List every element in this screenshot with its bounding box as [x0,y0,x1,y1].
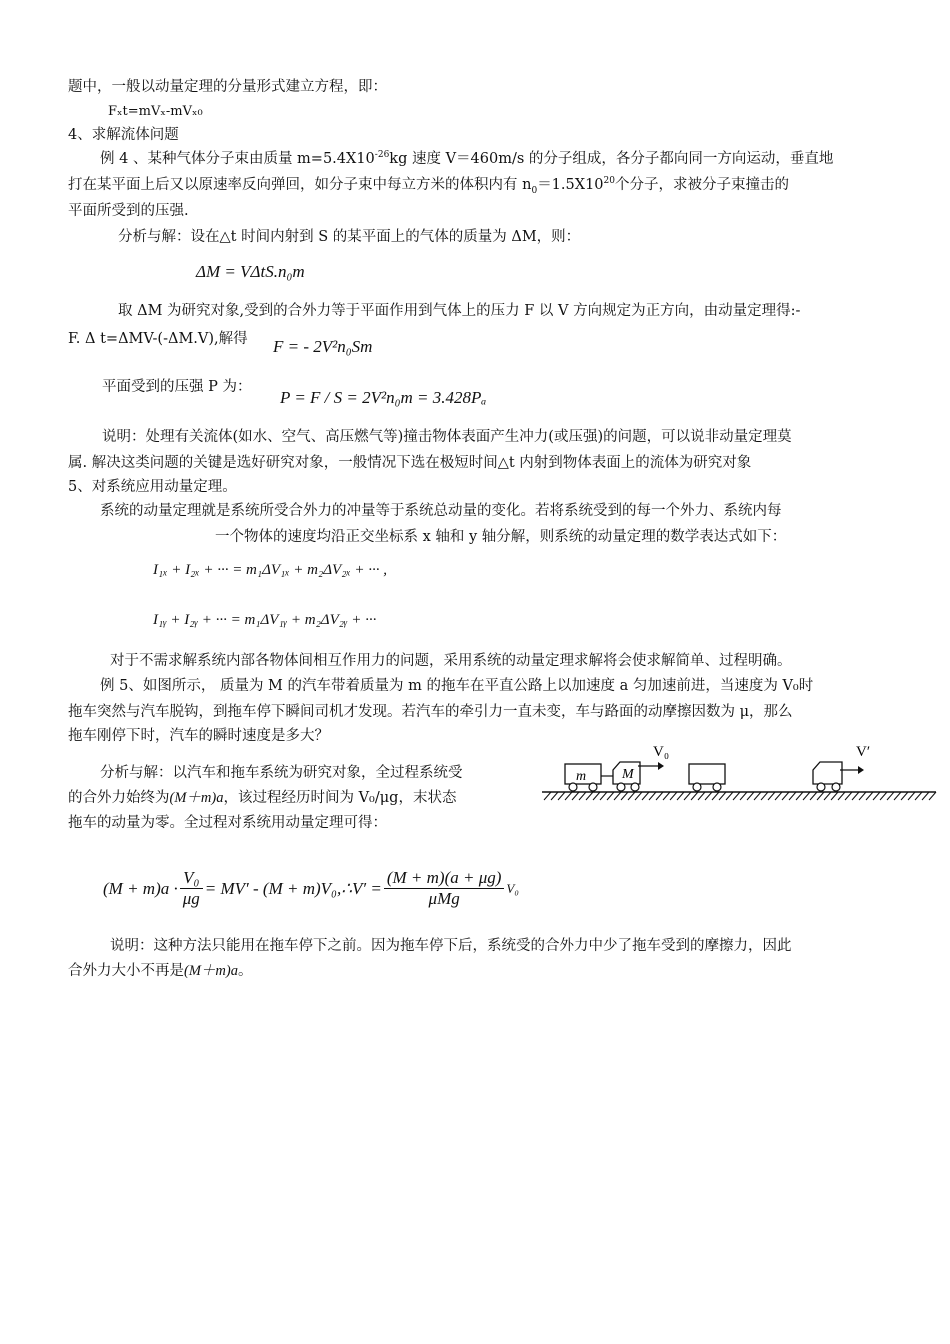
text-span: ，该过程经历时间为 V₀/μg，末状态 [223,790,457,806]
math-inline: (M＋m)a [169,790,224,806]
car-diagram [540,742,940,802]
ground-hatch-mark [908,792,915,800]
analysis-line: 分析与解：设在△t 时间内射到 S 的某平面上的气体的质量为 ΔM，则： [118,229,581,245]
numerator: V₀ [180,868,203,889]
text-line: 对于不需求解系统内部各物体间相互作用力的问题，采用系统的动量定理求解将会使求解简单、过程明确。 [110,653,792,669]
analysis-line: 取 ΔM 为研究对象,受到的合外力等于平面作用到气体上的压力 F 以 V 方向规定为正方向，由动量定理得:- [118,303,801,319]
ground-hatch-mark [663,792,670,800]
ground-hatch-mark [712,792,719,800]
ground-hatch-mark [579,792,586,800]
ground-hatch-mark [628,792,635,800]
note-line: 属. 解决这类问题的关键是选好研究对象，一般情况下选在极短时间△t 内射到物体表面上的流体为研究对象 [68,455,752,471]
ground-hatch-mark [740,792,747,800]
ground-hatch-mark [817,792,824,800]
example-line: 拖车刚停下时，汽车的瞬时速度是多大？ [68,728,329,744]
eq-part: = MV′ - (M + m)V₀,∴V′ = [204,878,382,898]
ground-hatch-mark [558,792,565,800]
svg-text:m: m [576,769,587,784]
analysis-line: 平面受到的压强 P 为： [102,379,252,395]
section-heading: 4、求解流体问题 [68,127,179,143]
text-span: 合外力大小不再是 [68,963,184,979]
ground [542,792,936,800]
numerator: (M + m)(a + μg) [384,868,505,889]
note-line: 说明：这种方法只能用在拖车停下之前。因为拖车停下后，系统受的合外力中少了拖车受到的摩擦力，因此 [110,938,792,954]
ground-hatch-mark [761,792,768,800]
ground-hatch-mark [859,792,866,800]
ground-hatch-mark [691,792,698,800]
ground-hatch-mark [719,792,726,800]
ground-hatch-mark [782,792,789,800]
ground-hatch-mark [642,792,649,800]
ground-hatch-mark [747,792,754,800]
equation-line: Fₓt=mVₓ-mVₓ₀ [108,104,203,119]
analysis-line: F. Δ t=ΔMV-(-ΔM.V),解得 [68,331,248,347]
note-line: 说明：处理有关流体(如水、空气、高压燃气等)撞击物体表面产生冲力(或压强)的问题，可以说非动量定理莫 [102,429,792,445]
ground-hatch-mark [677,792,684,800]
ground-hatch-mark [733,792,740,800]
ground-hatch-mark [901,792,908,800]
ground-hatch-mark [831,792,838,800]
ground-hatch-mark [551,792,558,800]
example-line: 例 5、如图所示， 质量为 M 的汽车带着质量为 m 的拖车在平直公路上以加速度 a 匀加速前进，当速度为 V₀时 [100,678,814,694]
fraction [180,868,203,909]
ground-hatch-mark [572,792,579,800]
equation-delta-m: ΔM = VΔtS.n₀m [196,262,305,281]
ground-hatch-mark [929,792,936,800]
math-inline: (M＋m)a [184,963,238,979]
example-line: 平面所受到的压强. [68,203,189,219]
exponent: 20 [603,176,615,187]
ground-hatch-mark [873,792,880,800]
svg-text:M: M [622,767,634,782]
ground-hatch-mark [922,792,929,800]
equation-system-result [103,868,519,909]
ground-hatch-mark [866,792,873,800]
text-span: 打在某平面上后又以原速率反向弹回，如分子束中每立方米的体积内有 n [68,177,532,193]
section-heading: 5、对系统应用动量定理。 [68,479,237,495]
analysis-line: 拖车的动量为零。全过程对系统用动量定理可得： [68,815,387,831]
eq-part: V₀ [506,880,519,896]
text-line: 一个物体的速度均沿正交坐标系 x 轴和 y 轴分解，则系统的动量定理的数学表达式如下： [215,529,787,545]
text-span: 例 4 、某种气体分子束由质量 m=5.4X10 [100,151,375,167]
denominator: μMg [428,889,460,908]
analysis-line: 分析与解：以汽车和拖车系统为研究对象，全过程系统受 [100,765,463,781]
eq-part: (M + m)a · [103,878,178,898]
analysis-line [68,789,456,807]
ground-hatch-mark [789,792,796,800]
ground-hatch-mark [600,792,607,800]
label-vprime: V′ [856,744,871,760]
example-line [100,150,833,168]
exponent: -26 [374,150,390,161]
note-line [68,962,252,980]
ground-hatch-mark [649,792,656,800]
trailer-stopped [689,764,725,791]
ground-hatch-mark [880,792,887,800]
denominator: μg [182,889,200,908]
ground-hatch-mark [670,792,677,800]
ground-hatch-mark [915,792,922,800]
ground-hatch-mark [726,792,733,800]
text-span: kg 速度 V＝460m/s 的分子组成，各分子都向同一方向运动，垂直地 [389,151,834,167]
equation-system-x: I₁ₓ + I₂ₓ + ··· = m₁ΔV₁ₓ + m₂ΔV₂ₓ + ··· , [153,562,388,578]
text-line: 题中，一般以动量定理的分量形式建立方程，即： [68,79,387,95]
equation-system-y: I₁ᵧ + I₂ᵧ + ··· = m₁ΔV₁ᵧ + m₂ΔV₂ᵧ + ··· [153,612,377,628]
ground-hatch-mark [845,792,852,800]
text-span: 个分子，求被分子束撞击的 [614,177,789,193]
ground-hatch-mark [656,792,663,800]
equation-pressure: P = F / S = 2V²n₀m = 3.428Pₐ [280,388,487,407]
ground-hatch-mark [810,792,817,800]
subscript: 0 [531,185,538,196]
ground-hatch-mark [775,792,782,800]
car-M [613,762,664,791]
example-line [68,176,789,194]
text-span: 。 [237,963,253,979]
label-v0: V₀ [653,744,670,760]
ground-hatch-mark [586,792,593,800]
text-span: ＝1.5X10 [537,177,604,193]
text-line: 系统的动量定理就是系统所受合外力的冲量等于系统总动量的变化。若将系统受到的每一个外力、系统内每 [100,503,782,519]
ground-hatch-mark [838,792,845,800]
ground-hatch-mark [803,792,810,800]
fraction [384,868,505,909]
ground-hatch-mark [635,792,642,800]
ground-hatch-mark [852,792,859,800]
ground-hatch-mark [754,792,761,800]
car-final [813,762,864,791]
text-span: 的合外力始终为 [68,790,170,806]
ground-hatch-mark [593,792,600,800]
ground-hatch-mark [607,792,614,800]
ground-hatch-mark [894,792,901,800]
ground-hatch-mark [684,792,691,800]
ground-hatch-mark [614,792,621,800]
example-line: 拖车突然与汽车脱钩，到拖车停下瞬间司机才发现。若汽车的牵引力一直未变，车与路面的动摩擦因数为 μ，那么 [68,704,793,720]
ground-hatch-mark [796,792,803,800]
ground-hatch-mark [887,792,894,800]
ground-hatch-mark [544,792,551,800]
ground-hatch-mark [698,792,705,800]
ground-hatch-mark [565,792,572,800]
ground-hatch-mark [621,792,628,800]
equation-force: F = - 2V²n₀Sm [273,337,373,356]
ground-hatch-mark [824,792,831,800]
trailer [565,764,601,791]
ground-hatch-mark [705,792,712,800]
ground-hatch-mark [768,792,775,800]
